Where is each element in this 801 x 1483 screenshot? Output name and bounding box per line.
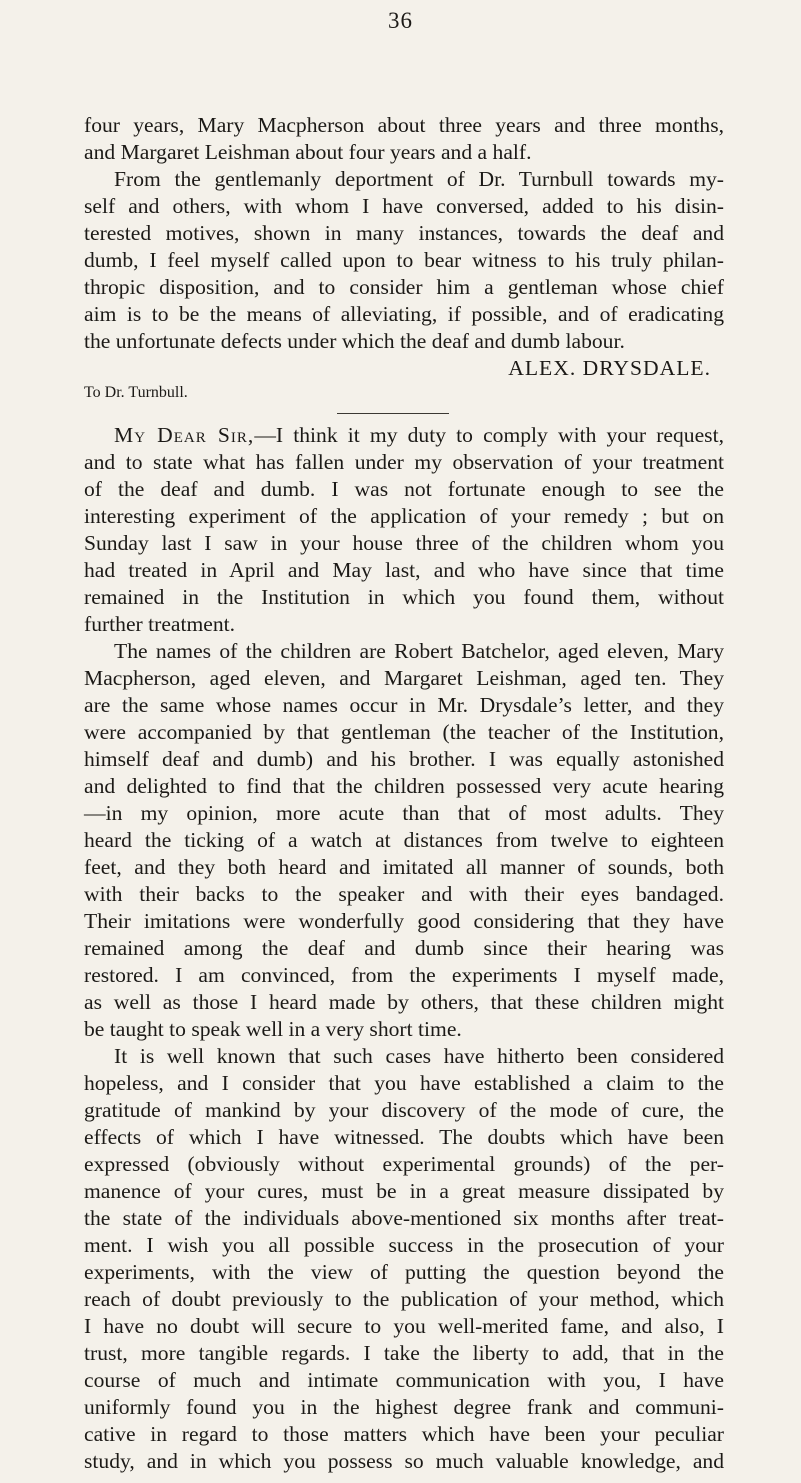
text-line: the state of the individuals above-mentioned six months after treat- <box>84 1206 724 1231</box>
text-line: were accompanied by that gentleman (the teacher of the Institution, <box>84 720 724 745</box>
signature: ALEX. DRYSDALE. <box>508 355 711 380</box>
text-line: further treatment. <box>84 612 236 637</box>
text-line: Macpherson, aged eleven, and Margaret Leishman, aged ten. They <box>84 666 724 691</box>
text-line: the unfortunate defects under which the deaf and dumb labour. <box>84 328 625 353</box>
text-line: reach of doubt previously to the publication of your method, which <box>84 1287 724 1312</box>
text-line: It is well known that such cases have hitherto been considered <box>114 1044 724 1069</box>
text-line: uniformly found you in the highest degree frank and communi- <box>84 1395 724 1419</box>
text-line: with their backs to the speaker and with their eyes bandaged. <box>84 882 724 907</box>
text-line: experiments, with the view of putting the question beyond the <box>84 1260 724 1285</box>
text-line: and to state what has fallen under my observation of your treatment <box>84 450 724 475</box>
page-number: 36 <box>388 8 413 33</box>
text-line: study, and in which you possess so much valuable knowledge, and <box>84 1449 724 1473</box>
text-line: manence of your cures, must be in a great measure dissipated by <box>84 1179 724 1204</box>
text-line: feet, and they both heard and imitated all manner of sounds, both <box>84 855 724 880</box>
text-line: effects of which I have witnessed. The doubts which have been <box>84 1125 724 1150</box>
text-line: hopeless, and I consider that you have established a claim to the <box>84 1071 724 1096</box>
text-line: remained in the Institution in which you found them, without <box>84 585 724 610</box>
text-line: heard the ticking of a watch at distances from twelve to eighteen <box>84 828 724 853</box>
text-line: trust, more tangible regards. I take the liberty to add, that in the <box>84 1341 724 1365</box>
text-line: course of much and intimate communication with you, I have <box>84 1368 724 1392</box>
text-line: four years, Mary Macpherson about three years and three months, <box>84 113 724 137</box>
text-line <box>114 421 724 449</box>
text-line: and Margaret Leishman about four years and a half. <box>84 140 532 164</box>
text-line: cative in regard to those matters which have been your peculiar <box>84 1422 724 1446</box>
text-line: are the same whose names occur in Mr. Drysdale’s letter, and they <box>84 693 724 718</box>
text-line: terested motives, shown in many instances, towards the deaf and <box>84 221 724 245</box>
text-line: of the deaf and dumb. I was not fortunate enough to see the <box>84 477 724 502</box>
text-line: as well as those I heard made by others, that these children might <box>84 990 724 1015</box>
text-line: self and others, with whom I have conversed, added to his disin- <box>84 194 724 218</box>
text-line: From the gentlemanly deportment of Dr. Turnbull towards my- <box>114 167 724 191</box>
text-line: dumb, I feel myself called upon to bear witness to his truly philan- <box>84 247 724 272</box>
text-line: be taught to speak well in a very short time. <box>84 1017 462 1042</box>
text-line: restored. I am convinced, from the experiments I myself made, <box>84 963 724 988</box>
text-line: thropic disposition, and to consider him a gentleman whose chief <box>84 274 724 299</box>
text-line: I have no doubt will secure to you well-merited fame, and also, I <box>84 1314 724 1339</box>
text-line: ment. I wish you all possible success in the prosecution of your <box>84 1233 724 1258</box>
text-line: had treated in April and May last, and who have since that time <box>84 558 724 583</box>
text-line: Their imitations were wonderfully good considering that they have <box>84 909 724 934</box>
text-line-rest: —I think it my duty to comply with your request, <box>254 423 724 448</box>
text-line: The names of the children are Robert Batchelor, aged eleven, Mary <box>114 639 724 664</box>
text-line: and delighted to find that the children possessed very acute hearing <box>84 774 724 799</box>
text-line: remained among the deaf and dumb since their hearing was <box>84 936 724 961</box>
text-line: Sunday last I saw in your house three of the children whom you <box>84 531 724 556</box>
text-line: gratitude of mankind by your discovery of the mode of cure, the <box>84 1098 724 1123</box>
text-line: himself deaf and dumb) and his brother. I was equally astonished <box>84 747 724 772</box>
text-line: aim is to be the means of alleviating, if possible, and of eradicating <box>84 301 724 326</box>
text-line: interesting experiment of the application of your remedy ; but on <box>84 504 724 529</box>
text-line: —in my opinion, more acute than that of most adults. They <box>84 801 724 826</box>
text-line: expressed (obviously without experimental grounds) of the per- <box>84 1152 724 1177</box>
addressee: To Dr. Turnbull. <box>84 383 188 401</box>
salutation: My Dear Sir, <box>114 423 255 448</box>
section-divider <box>337 413 449 414</box>
